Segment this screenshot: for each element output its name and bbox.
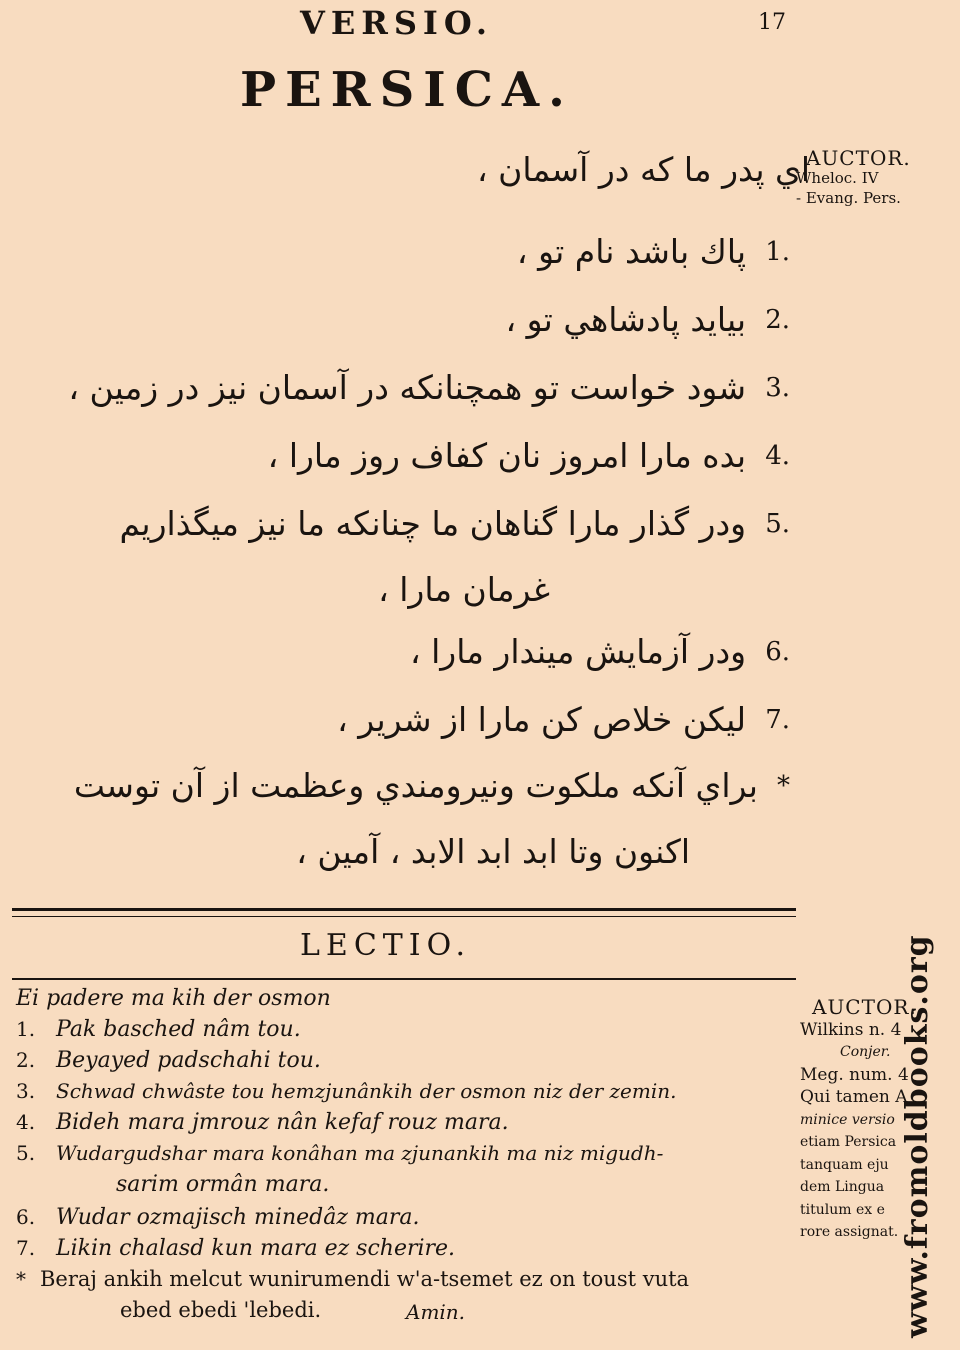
margin-note-line: Wheloc. IV [796,169,879,187]
transliteration-line [116,1172,329,1197]
transliteration-line [16,1236,455,1261]
verse-number: 2. [765,304,790,335]
persian-line [378,570,550,609]
verse-number: 7. [16,1236,36,1260]
transliteration-text: ebed ebedi 'lebedi. [120,1298,322,1322]
margin-note-line: Wilkins n. 4 [800,1019,902,1040]
transliteration-text: sarim ormân mara. [116,1172,330,1197]
page-title: PERSICA. [240,62,574,118]
transliteration-line [16,986,331,1011]
verse-number: 7. [765,704,790,735]
transliteration-text: Ei padere ma kih der osmon [16,986,331,1011]
verse-number: 4. [16,1110,36,1134]
transliteration-text: Bideh mara jmrouz nân kefaf rouz mara. [56,1110,509,1135]
persian-line [296,832,690,871]
persian-line [477,150,810,189]
margin-note-line: - Evang. Pers. [796,189,901,207]
running-title: VERSIO. [300,4,494,42]
margin-note-line: Conjer. [840,1044,891,1060]
margin-note-line: dem Lingua [800,1179,885,1195]
verse-number: 3. [16,1079,36,1103]
section-rule [12,916,796,917]
persian-line [517,232,790,271]
transliteration-text: Wudar ozmajisch minedâz mara. [56,1205,420,1230]
persian-line-text: اي پدر ما كه در آسمان ، [477,150,810,189]
transliteration-line [16,1110,509,1135]
margin-note-line: tanquam eju [800,1156,889,1173]
persian-line [268,436,790,475]
persian-line-text: ودر گذار مارا گناهان ما چنانكه ما نيز ميگذاريم [119,504,747,543]
verse-number: 2. [16,1048,36,1072]
persian-line-text: پاك باشد نام تو ، [516,232,747,271]
section-rule [12,908,796,911]
transliteration-text: Schwad chwâste tou hemzjunânkih der osmon niz der zemin. [56,1079,677,1103]
persian-line [119,504,790,543]
transliteration-line [16,1205,420,1230]
persian-line-text: براي آنكه ملكوت ونيرومندي وعظمت از آن توست [73,766,758,805]
margin-note-line: titulum ex e [800,1201,885,1218]
transliteration-line [16,1048,321,1073]
persian-line-text: شود خواست تو همچنانكه در آسمان نيز در زمين ، [68,368,747,407]
transliteration-text: Pak basched nâm tou. [56,1017,301,1042]
section-heading: LECTIO. [300,928,472,963]
margin-note-line: etiam Persica [800,1134,897,1150]
persian-line-text: اكنون وتا ابد ابد الابد ، آمين ، [296,832,690,871]
persian-line-text: بده مارا امروز نان كفاف روز مارا ، [267,436,747,475]
transliteration-line [406,1300,465,1325]
transliteration-text: Likin chalasd kun mara ez scherire. [56,1236,456,1261]
margin-note-line: rore assignat. [800,1224,899,1240]
persian-line-text: بيايد پادشاهي تو ، [505,300,747,339]
section-rule [12,978,796,980]
persian-line-text: ودر آزمايش ميندار مارا ، [409,632,747,671]
transliteration-text: Beyayed padschahi tou. [56,1048,321,1073]
verse-number: 6. [16,1205,36,1229]
persian-line [68,368,790,407]
margin-note-line: AUCTOR. [806,146,911,170]
margin-note-line: Qui tamen A [800,1087,908,1107]
verse-number: 5. [765,508,790,539]
persian-line [410,632,790,671]
margin-note-top [796,148,960,208]
transliteration-text: Amin. [406,1300,466,1324]
verse-number: 6. [765,636,790,667]
persian-line-text: غرمان مارا ، [378,570,550,609]
verse-number: 1. [16,1017,36,1041]
transliteration-line [16,1017,301,1042]
persian-line [74,766,790,805]
watermark-text: www.fromoldbooks.org [900,934,935,1338]
persian-line [505,300,790,339]
verse-number: 4. [765,440,790,471]
margin-note-line: AUCTOR. [812,995,917,1019]
transliteration-text: Beraj ankih melcut wunirumendi w'a-tsemet ez on toust vuta [40,1267,690,1291]
verse-number: 3. [765,372,790,403]
verse-marker: * [16,1267,26,1291]
transliteration-line [120,1298,321,1323]
persian-line-text: ليكن خلاص كن مارا از شرير ، [337,700,747,739]
persian-line [337,700,790,739]
verse-number: 1. [765,236,790,267]
verse-marker: * [777,770,790,801]
transliteration-text: Wudargudshar mara konâhan ma zjunankih ma niz migudh- [56,1141,664,1165]
page-number: 17 [758,10,786,35]
verse-number: 5. [16,1141,36,1165]
margin-note-line: Meg. num. 4 [800,1064,909,1085]
transliteration-line [16,1141,663,1166]
margin-note-line: minice versio [800,1111,895,1128]
transliteration-line [16,1267,689,1292]
transliteration-line [16,1079,676,1104]
